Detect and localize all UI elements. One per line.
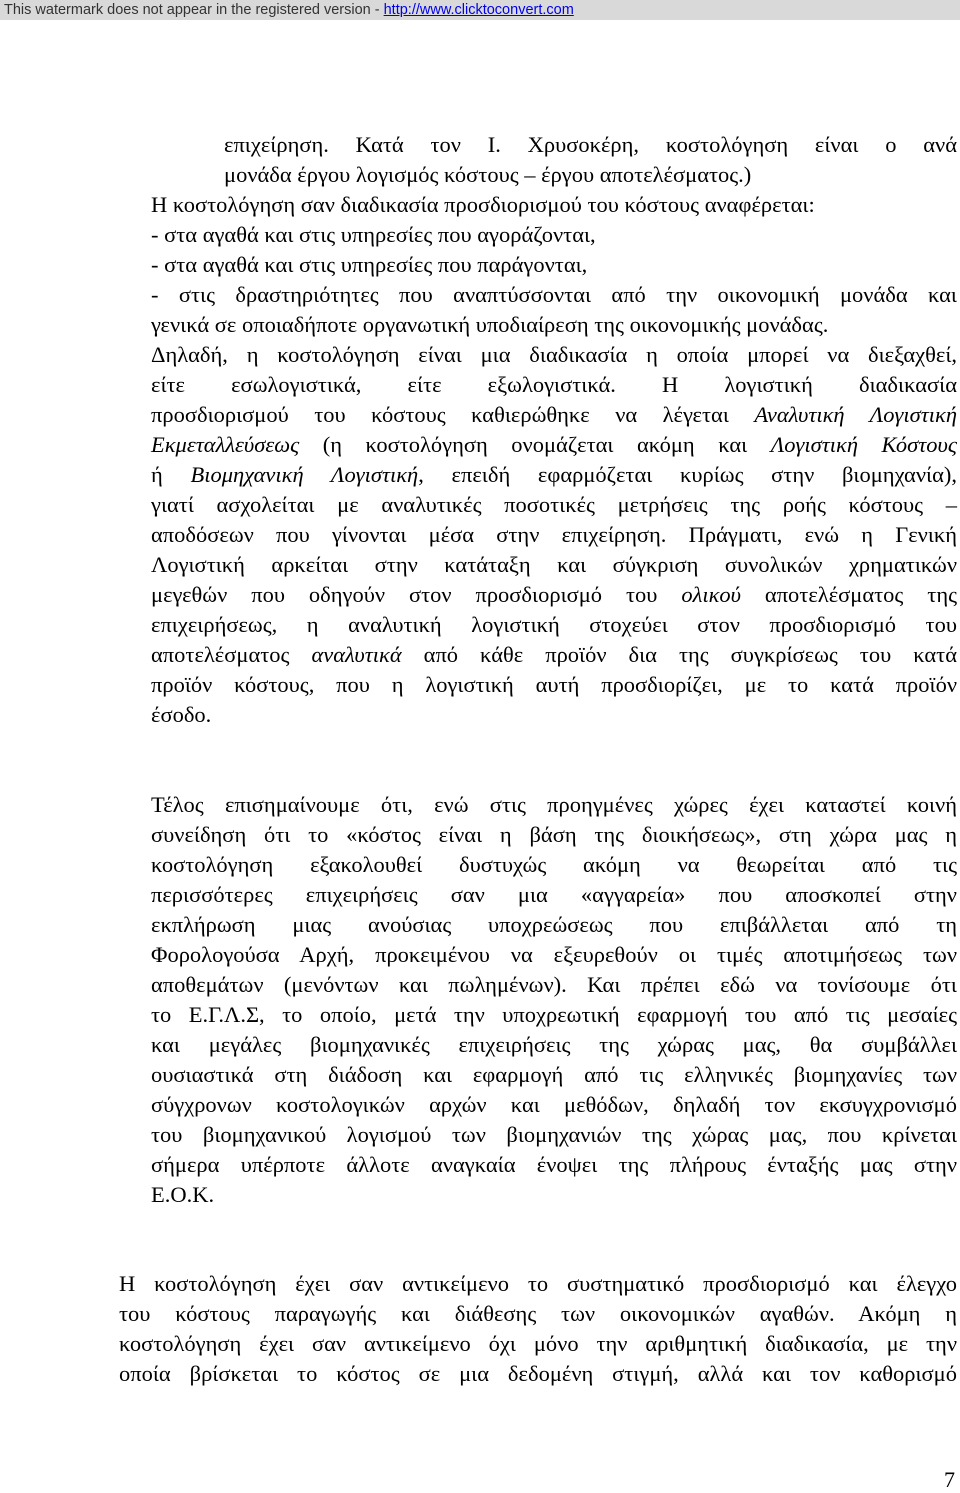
- text-line: - στις δραστηριότητες που αναπτύσσονται από την οικονομική μονάδα και: [151, 282, 957, 307]
- text-line: Ε.Ο.Κ.: [151, 1182, 215, 1207]
- text-line: αποθεμάτων (μενόντων και πωλημένων). Και πρέπει εδώ να τονίσουμε ότι: [151, 972, 957, 997]
- text-line: Η κοστολόγηση σαν διαδικασία προσδιορισμού του κόστους αναφέρεται:: [151, 192, 815, 217]
- text-line: κοστολόγηση εξακολουθεί δυστυχώς ακόμη να θεωρείται από τις: [151, 852, 957, 877]
- text-line: γενικά σε οποιαδήποτε οργανωτική υποδιαίρεση της οικονομικής μονάδας.: [151, 312, 829, 337]
- italic-term: Λογιστική Κόστους: [770, 432, 957, 457]
- text-line: σύγχρονων κοστολογικών αρχών και μεθόδων, δηλαδή τον εκσυγχρονισμό: [151, 1092, 957, 1117]
- text-line: [151, 641, 957, 669]
- italic-term: αναλυτικά: [311, 642, 402, 667]
- italic-term: ολικού: [681, 582, 741, 607]
- text-line: Η κοστολόγηση έχει σαν αντικείμενο το συστηματικό προσδιορισμό και έλεγχο: [119, 1271, 957, 1296]
- paragraph-2: [151, 791, 957, 1211]
- text-run: αποτελέσματος της: [740, 582, 957, 607]
- text-line: Φορολογούσα Αρχή, προκειμένου να εξευρεθούν οι τιμές αποτιμήσεως των: [151, 942, 957, 967]
- italic-term: Εκμεταλλεύσεως: [151, 432, 300, 457]
- italic-term: Αναλυτική Λογιστική: [754, 402, 957, 427]
- text-line: επιχείρηση. Κατά τον Ι. Χρυσοκέρη, κοστολόγηση είναι ο ανά: [224, 132, 957, 157]
- text-line: - στα αγαθά και στις υπηρεσίες που αγοράζονται,: [151, 222, 596, 247]
- text-line: [151, 431, 957, 459]
- text-run: (η κοστολόγηση ονομάζεται ακόμη και: [299, 432, 771, 457]
- text-line: Λογιστική αρκείται στην κατάταξη και σύγκριση συνολικών χρηματικών: [151, 552, 957, 577]
- text-line: του βιομηχανικού λογισμού των βιομηχανιών της χώρας μας, που κρίνεται: [151, 1122, 957, 1147]
- text-line: Τέλος επισημαίνουμε ότι, ενώ στις προηγμένες χώρες έχει καταστεί κοινή: [151, 792, 957, 817]
- text-line: - στα αγαθά και στις υπηρεσίες που παράγονται,: [151, 252, 588, 277]
- page-number: 7: [944, 1467, 955, 1492]
- italic-term: Βιομηχανική Λογιστική: [190, 462, 419, 487]
- text-line: προϊόν κόστους, που η λογιστική αυτή προσδιορίζει, με το κατά προϊόν: [151, 672, 957, 697]
- text-line: το Ε.Γ.Λ.Σ, το οποίο, μετά την υποχρεωτική εφαρμογή του από τις μεσαίες: [151, 1002, 957, 1027]
- text-line: περισσότερες επιχειρήσεις σαν μια «αγγαρεία» που αποσκοπεί στην: [151, 882, 957, 907]
- text-run: , επειδή εφαρμόζεται κυρίως στην βιομηχανία),: [418, 462, 957, 487]
- text-line: οποία βρίσκεται το κόστος σε μια δεδομένη στιγμή, αλλά και τον καθορισμό: [119, 1361, 957, 1386]
- text-run: ή: [151, 462, 191, 487]
- text-line: είτε εσωλογιστικά, είτε εξωλογιστικά. Η λογιστική διαδικασία: [151, 372, 957, 397]
- text-run: προσδιορισμού του κόστους καθιερώθηκε να λέγεται: [151, 402, 755, 427]
- text-run: αποτελέσματος: [151, 642, 312, 667]
- text-line: εκπλήρωση μιας ανούσιας υποχρεώσεως που επιβάλλεται από τη: [151, 912, 957, 937]
- text-line: αποδόσεων που γίνονται μέσα στην επιχείρηση. Πράγματι, ενώ η Γενική: [151, 522, 957, 547]
- text-run: μεγεθών που οδηγούν στον προσδιορισμό του: [151, 582, 682, 607]
- text-line: σήμερα υπέρποτε άλλοτε αναγκαία ένοψει της πλήρους ένταξής μας στην: [151, 1152, 957, 1177]
- text-line: κοστολόγηση έχει σαν αντικείμενο όχι μόνο την αριθμητική διαδικασία, με την: [119, 1331, 957, 1356]
- watermark-banner: [0, 0, 960, 20]
- text-line: του κόστους παραγωγής και διάθεσης των οικονομικών αγαθών. Ακόμη η: [119, 1301, 957, 1326]
- paragraph-1: [151, 131, 957, 751]
- text-line: [151, 461, 957, 489]
- text-line: [151, 581, 957, 609]
- text-line: έσοδο.: [151, 702, 212, 727]
- text-line: επιχειρήσεως, η αναλυτική λογιστική στοχεύει στον προσδιορισμό του: [151, 612, 957, 637]
- text-line: Δηλαδή, η κοστολόγηση είναι μια διαδικασία η οποία μπορεί να διεξαχθεί,: [151, 342, 957, 367]
- text-line: ουσιαστικά στη διάδοση και εφαρμογή από τις ελληνικές βιομηχανίες των: [151, 1062, 957, 1087]
- watermark-link[interactable]: http://www.clicktoconvert.com: [383, 2, 574, 18]
- text-line: συνείδηση ότι το «κόστος είναι η βάση της διοικήσεως», στη χώρα μας η: [151, 822, 957, 847]
- text-line: μονάδα έργου λογισμός κόστους – έργου αποτελέσματος.): [224, 162, 752, 187]
- watermark-text: This watermark does not appear in the registered version -: [4, 2, 384, 18]
- text-line: γιατί ασχολείται με αναλυτικές ποσοτικές μετρήσεις της ροής κόστους –: [151, 492, 957, 517]
- text-run: από κάθε προϊόν δια της συγκρίσεως του κατά: [401, 642, 957, 667]
- paragraph-3: [119, 1270, 957, 1390]
- text-line: και μεγάλες βιομηχανικές επιχειρήσεις της χώρας μας, θα συμβάλλει: [151, 1032, 957, 1057]
- text-line: [151, 401, 957, 429]
